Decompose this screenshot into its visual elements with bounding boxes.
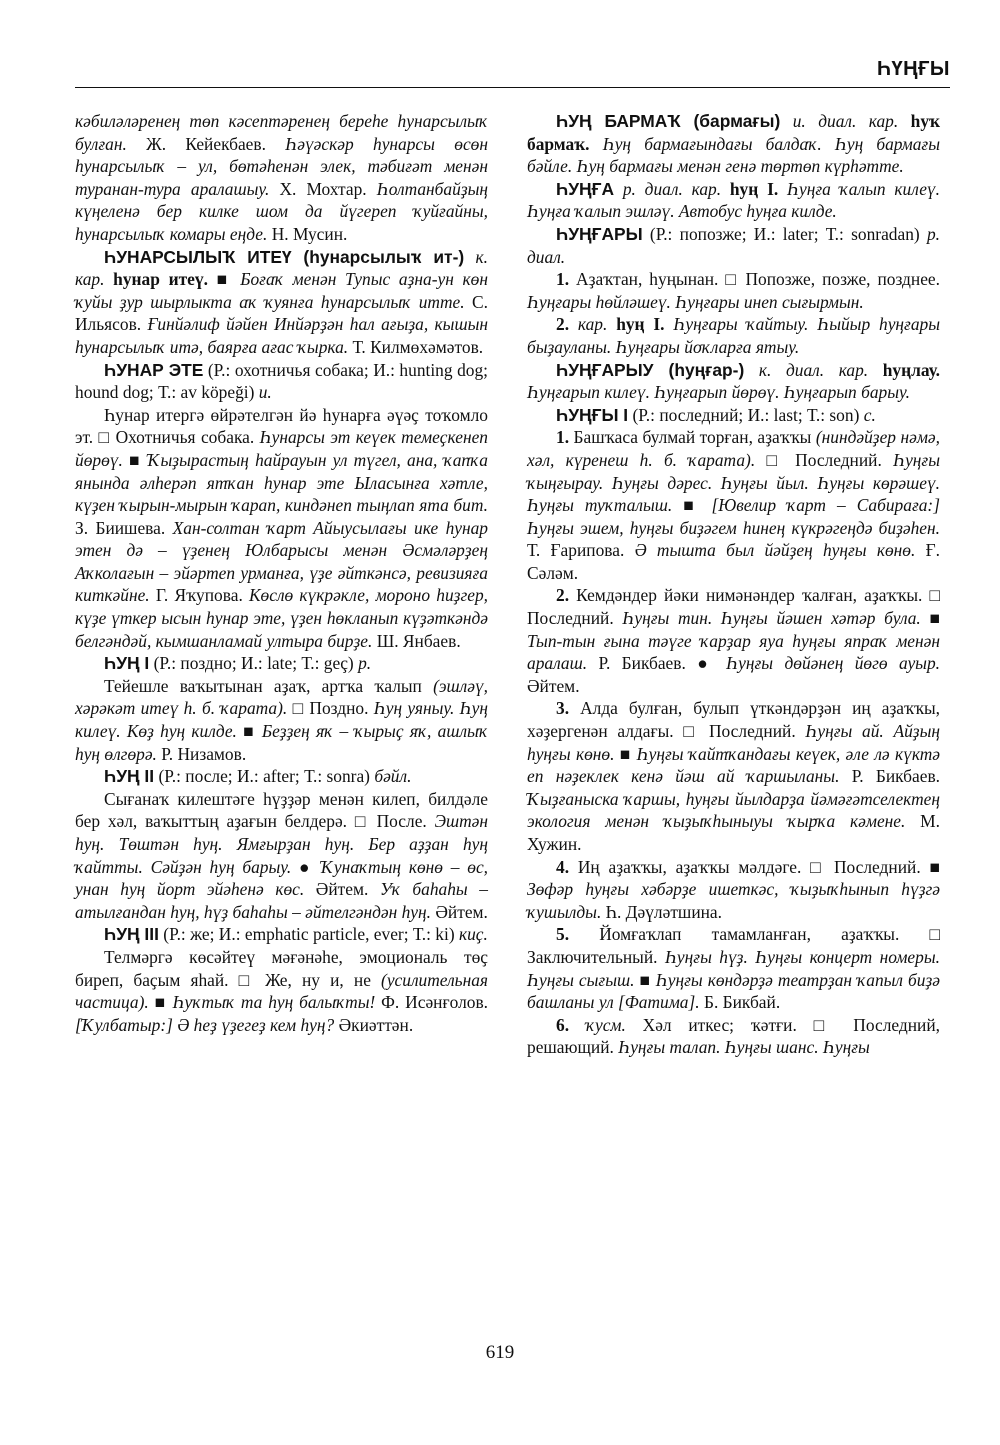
dictionary-paragraph: [75, 923, 488, 946]
plain-text: Алда булған, булып үткәндәрҙән иң аҙаҡҡы, хәҙергенән алдағы. □ Последний.: [527, 698, 940, 742]
dictionary-paragraph: [527, 268, 940, 313]
dictionary-paragraph: [527, 404, 940, 427]
plain-text: ■: [122, 449, 148, 470]
plain-text: Г. Яҡупова.: [149, 585, 249, 606]
italic-text: Эштән һуң. Төштән һуң. Ямғырҙан һуң. Бер аҙҙан һуң ҡайтты. Сәйҙән һуң барыу.: [75, 811, 488, 877]
bold-text: 1.: [556, 427, 570, 448]
headword: ҺУҢ II: [104, 766, 155, 787]
italic-text: Тып-тын ғына тәүге ҡарҙар яуа һуңғы япраҡ менән аралаш.: [527, 630, 940, 674]
plain-text: Х. Мохтар.: [269, 178, 377, 199]
italic-text: Һуң бармағындағы балдаҡ. Һуң бармағы бәйле. Һуң бармағы менән генә төртөп күрһәтте.: [527, 133, 940, 177]
plain-text: Йомғаҡлап тамамланған, аҙаҡҡы. □ Заключительный.: [527, 924, 940, 967]
headword: ҺУНАРСЫЛЫҠ ИТЕҮ (һунарсылыҡ ит-): [104, 246, 465, 267]
plain-text: Әйтем.: [304, 879, 380, 900]
headword: ҺУҢҒА: [556, 178, 615, 199]
plain-text: (Р.: после; И.: after; Т.: sonra): [154, 766, 375, 787]
italic-text: к. диал. кар.: [744, 359, 883, 380]
italic-text: р.: [358, 653, 372, 674]
dictionary-paragraph: [75, 110, 488, 246]
italic-text: Һуңғы тин. Һуңғы йәшен хәтәр була.: [622, 608, 921, 629]
plain-text: Б. Бикбай.: [699, 992, 781, 1013]
italic-text: ҡусм.: [569, 1014, 626, 1035]
italic-text: Һуңғы дөйәнең йөгө ауыр.: [726, 653, 940, 674]
plain-text: Р. Бикбаев. ●: [587, 653, 727, 674]
italic-text: Һуҡтыҡ та һуң балыҡты!: [172, 992, 376, 1013]
page-number: 619: [485, 1342, 515, 1363]
plain-text: Һунар итергә өйрәтелгән йә һунарға әүәҫ тоҡомло эт. □ Охотничья собака.: [75, 404, 488, 448]
italic-text: с.: [863, 404, 876, 425]
bold-text: 2.: [556, 585, 570, 606]
bold-text: 4.: [556, 856, 570, 877]
plain-text: ■: [614, 743, 637, 764]
italic-text: Көслө күкрәкле, мороно һиҙгер, күҙе үткер ысын һунар эте, үҙен һөкланып күҙәткәндә белгәндәй, кымшанламай ултыра бирҙе.: [75, 585, 488, 651]
plain-text: Т. Килмөхәмәтов.: [348, 336, 484, 357]
dictionary-paragraph: [75, 652, 488, 675]
plain-text: Н. Мусин.: [267, 223, 348, 244]
bold-text: 3.: [556, 698, 570, 719]
headword: ҺУҢ БАРМАҠ (бармағы): [556, 111, 781, 131]
plain-text: (Р.: охотничья собака; И.: hunting dog; hound dog; Т.: av köpeği): [75, 359, 488, 403]
plain-text: (Р.: последний; И.: last; Т.: son): [628, 404, 864, 425]
italic-text: [Ювелир ҡарт – Сабираға:] Һуңғы эшем, һуңғы биҙәгем һинең күкрәгеңдә биҙәһен.: [527, 495, 940, 538]
bold-text: 1.: [556, 269, 570, 290]
plain-text: Р. Бикбаев.: [839, 766, 940, 787]
dictionary-paragraph: [527, 584, 940, 697]
plain-text: ■: [920, 608, 940, 629]
dictionary-paragraph: [75, 765, 488, 788]
right-column: [527, 110, 940, 1059]
plain-text: [778, 179, 787, 199]
italic-text: Ҡунаҡтың көнө – өс, унан һуң йорт эйәһенә көс.: [75, 856, 489, 900]
italic-text: Һуң уяныу. Һуң килеү. Көҙ һуң килде.: [75, 698, 488, 742]
italic-text: Ә тышта был йәйҙең һуңғы көнө.: [634, 540, 916, 561]
italic-text: Һуңғы ҡыңғырау. Һуңғы дәрес. Һуңғы йыл. Һуңғы көрәшеү. Һуңғы туҡталыш.: [527, 449, 940, 516]
headword: ҺУҢҒАРЫ: [556, 223, 643, 244]
italic-text: Һуңғы көндәрҙә театрҙан ҡапыл биҙә башланы ул [Фатима].: [527, 969, 940, 1013]
dictionary-paragraph: [75, 946, 488, 1036]
italic-text: р. диал. кар.: [614, 178, 730, 199]
italic-text: Ҡыҙғаныска ҡаршы, һуңғы йылдарҙа йәмәғәтселектең экология менән ҡыҙыҡһыныуы ҡырҡа кәмене.: [527, 788, 940, 832]
italic-text: Һуңғары һөйләшеү. Һуңғары инеп сығырмын.: [527, 291, 864, 312]
headword: ҺУҢ I: [104, 653, 150, 674]
dictionary-paragraph: [527, 697, 940, 855]
plain-text: □ Последний.: [755, 449, 894, 470]
plain-text: Ш. Янбаев.: [372, 630, 461, 651]
bold-text: һуңлау.: [882, 359, 941, 380]
plain-text: ■: [207, 269, 241, 290]
bold-text: 5.: [556, 924, 570, 945]
left-column: [75, 110, 488, 1036]
dictionary-paragraph: [527, 426, 940, 584]
header-rule: [75, 87, 950, 88]
headword: ҺУҢҒАРЫУ (һуңғар-): [556, 359, 745, 380]
italic-text: Уҡ баһаһы – атылғандан һуң, һүҙ баһаһы – әйтелгәндән һуң.: [75, 879, 488, 922]
plain-text: Хәл иткес; ҡәтғи. □ Последний, решающий.: [527, 1014, 940, 1058]
plain-text: Иң аҙаҡҡы, аҙаҡҡы мәлдәге. □ Последний. ■: [569, 856, 940, 877]
italic-text: и.: [258, 382, 272, 403]
plain-text: ■: [672, 495, 712, 516]
plain-text: Ф. Исәнғолов.: [375, 992, 489, 1013]
plain-text: Әйтем.: [527, 675, 580, 696]
italic-text: к. кар.: [75, 246, 488, 290]
headword: ҺУҢҒЫ I: [556, 404, 629, 425]
plain-text: Әкиәттән.: [334, 1014, 414, 1035]
plain-text: С. Ильясов.: [75, 291, 488, 335]
italic-text: Һунарсы эт кеүек темеҫкенеп йөрөү.: [75, 427, 488, 470]
dictionary-paragraph: [527, 923, 940, 1013]
dictionary-paragraph: [75, 246, 488, 359]
italic-text: Һолтанбайҙың күңеленә бер килке шом да йүгереп ҡуйғайны, һунарсылыҡ комары еңде.: [75, 178, 489, 244]
bold-text: 6.: [556, 1014, 570, 1035]
plain-text: ●: [291, 856, 321, 877]
plain-text: ■: [236, 721, 262, 742]
italic-text: Һуңғы һүҙ. Һуңғы концерт номеры. Һуңғы сығыш.: [527, 946, 940, 990]
bold-text: һуҡ бармаҡ.: [527, 111, 940, 154]
plain-text: Әйтем.: [431, 901, 488, 922]
dictionary-paragraph: [527, 359, 940, 404]
italic-text: Һуңғы талап. Һуңғы шанс. Һуңғы: [618, 1037, 870, 1058]
bold-text: 2.: [556, 314, 570, 335]
dictionary-paragraph: [527, 178, 940, 223]
italic-text: киҫ.: [458, 924, 488, 945]
dictionary-paragraph: [75, 675, 488, 765]
plain-text: (Р.: попозже; И.: later; Т.: sonradan): [642, 223, 927, 244]
plain-text: Ғ. Сәләм.: [527, 540, 941, 583]
italic-text: р. диал.: [527, 223, 940, 267]
plain-text: (Р.: же; И.: emphatic particle, ever; Т.: ki): [158, 924, 459, 945]
italic-text: Һуңғы ҡайтҡандағы кеүек, әле лә күктә еп нәҙеклек кенә йәш ай ҡаршыланы.: [527, 743, 940, 787]
italic-text: и. диал. кар.: [780, 111, 911, 131]
plain-text: Сығанаҡ килештәге һүҙҙәр менән килеп, билдәле бер хәл, ваҡыттың аҙағын белдерә. □ После.: [75, 788, 488, 832]
italic-text: (эшләү, хәрәкәт итеү һ. б. ҡарата).: [75, 675, 488, 719]
italic-text: (ниндәйҙер нәмә, хәл, күренеш һ. б. ҡарата).: [527, 427, 940, 470]
plain-text: Кемдәндер йәки нимәнәндер ҡалған, аҙаҡҡы. □ Последний.: [527, 585, 940, 629]
plain-text: Т. Ғарипова.: [527, 540, 635, 561]
italic-text: Боғаҡ менән Тупыс аҙна-ун көн ҡуйы ҙур шырлыкта аҡ ҡуянға һунарсылыҡ итте.: [75, 269, 489, 312]
headword: ҺУНАР ЭТЕ: [104, 359, 204, 380]
italic-text: (усилительная частица).: [75, 969, 488, 1013]
dictionary-paragraph: [75, 359, 488, 404]
bold-text: һуң I.: [729, 178, 779, 199]
plain-text: Ж. Кейекбаев.: [126, 133, 286, 154]
plain-text: З. Биишева.: [75, 517, 173, 538]
dictionary-paragraph: [527, 313, 940, 358]
dictionary-paragraph: [75, 788, 488, 924]
italic-text: Һуңғары ҡайтыу. Һыйыр һуңғары быҙауланы. Һуңғары йоҡларға ятыу.: [527, 314, 940, 357]
dictionary-paragraph: [527, 1014, 940, 1059]
italic-text: [Ҡулбатыр:] Ә һеҙ үҙегеҙ кем һуң?: [75, 1014, 335, 1035]
dictionary-paragraph: [527, 856, 940, 924]
running-head: ҺҮҢҒЫ: [876, 58, 950, 80]
plain-text: Аҙаҡтан, һуңынан. □ Попозже, позже, позднее.: [569, 269, 940, 290]
italic-text: Хан-солтан ҡарт Айыусылағы ике һунар этен дә – үҙенең Юлбарысы менән Әсмәләрҙең Аҡколағын – эйәртеп урманға, үҙе әйткәнсә, ревизияға киткәйне.: [75, 517, 488, 606]
plain-text: Һ. Дәүләтшина.: [601, 901, 723, 922]
italic-text: Һуңғарып килеү. Һуңғарып йөрөү. Һуңғарып барыу.: [527, 382, 910, 403]
plain-text: Башҡаса булмай торған, аҙаҡҡы: [569, 427, 816, 448]
plain-text: Р. Низамов.: [156, 743, 247, 764]
headword: ҺУҢ III: [104, 924, 159, 945]
plain-text: □ Поздно.: [287, 698, 374, 719]
italic-text: Ғинйәлиф йәйен Инйәрҙән һал ағыҙа, кышын һунарсылыҡ итә, баярға ағас ҡырка.: [75, 314, 488, 357]
italic-text: кар.: [569, 314, 617, 335]
plain-text: М. Хужин.: [527, 811, 940, 854]
dictionary-paragraph: [527, 110, 940, 178]
italic-text: Зөфәр һуңғы хәбәрҙе ишеткәс, ҡыҙыҡһынып һүҙгә ҡушылды.: [527, 879, 940, 922]
italic-text: Беҙҙең яҡ – ҡырыҫ яҡ, ашлыҡ һуң өлгөрә.: [75, 721, 489, 764]
dictionary-paragraph: [75, 404, 488, 653]
dictionary-paragraph: [527, 223, 940, 268]
italic-text: Һуңға ҡалып килеү. Һуңға ҡалып эшләү. Автобус һуңға килде.: [527, 178, 940, 222]
italic-text: Ҡыҙырастың һайрауын ул түгел, ана, ҡапҡа янында әлһерәп ятҡан һунар эте Ыласынға хәтле, күҙен ҡырын-мырын ҡарап, киндәнеп тыңлап ята бит.: [75, 449, 488, 516]
plain-text: Тейешле ваҡытынан аҙаҡ, артҡа ҡалып: [104, 675, 434, 696]
plain-text: ■: [148, 992, 173, 1013]
plain-text: [590, 134, 603, 154]
bold-text: һунар итеү.: [113, 269, 208, 290]
italic-text: бәйл.: [374, 766, 412, 787]
plain-text: (Р.: поздно; И.: late; Т.: geç): [149, 653, 359, 674]
italic-text: Һәүәскәр һунарсы өсөн һунарсылыҡ – ул, бөтәһенән элек, тәбиғәт менән туранан-тура аралашыу.: [75, 133, 488, 199]
plain-text: Телмәргә көсәйтеү мәғәнәһе, эмоциональ төҫ биреп, баҫым яһай. □ Же, ну и, не: [75, 946, 488, 990]
italic-text: Һуңғы ай. Айҙың һуңғы көнө.: [527, 721, 940, 764]
plain-text: ■: [634, 969, 656, 990]
bold-text: һуң I.: [616, 314, 665, 335]
italic-text: кәбиләләренең төп кәсептәренең береһе һунарсылыҡ булған.: [75, 111, 488, 154]
